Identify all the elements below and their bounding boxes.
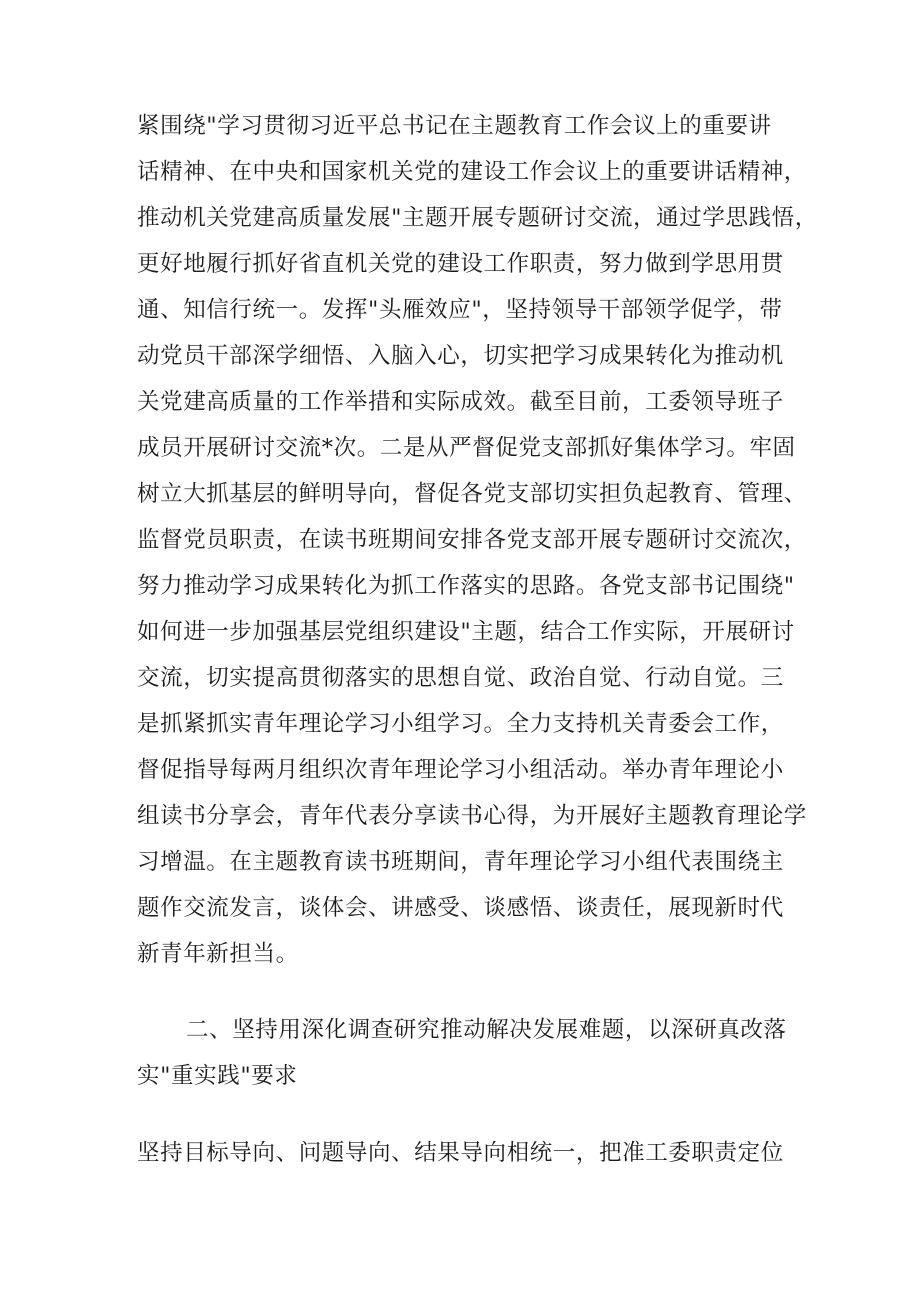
paragraph-line: 更好地履行抓好省直机关党的建设工作职责，努力做到学思用贯 xyxy=(137,251,784,277)
paragraph-line: 通、知信行统一。发挥"头雁效应"，坚持领导干部领学促学，带 xyxy=(137,297,783,323)
paragraph-line: 如何进一步加强基层党组织建设"主题，结合工作实际，开展研讨 xyxy=(137,619,795,645)
paragraph-line: 组读书分享会，青年代表分享读书心得，为开展好主题教育理论学 xyxy=(137,803,807,829)
paragraph-line: 督促指导每两月组织次青年理论学习小组活动。举办青年理论小 xyxy=(137,757,784,783)
heading-line: 实"重实践"要求 xyxy=(137,1063,298,1089)
paragraph-line: 题作交流发言，谈体会、讲感受、谈感悟、谈责任，展现新时代 xyxy=(137,895,784,921)
paragraph-line: 推动机关党建高质量发展"主题开展专题研讨交流，通过学思践悟， xyxy=(137,205,818,231)
paragraph-line: 监督党员职责，在读书班期间安排各党支部开展专题研讨交流次， xyxy=(137,527,807,553)
paragraph-line: 关党建高质量的工作举措和实际成效。截至目前，工委领导班子 xyxy=(137,389,784,415)
paragraph-line: 是抓紧抓实青年理论学习小组学习。全力支持机关青委会工作， xyxy=(137,711,784,737)
paragraph-line: 交流，切实提高贯彻落实的思想自觉、政治自觉、行动自觉。三 xyxy=(137,665,784,691)
paragraph-line: 紧围绕"学习贯彻习近平总书记在主题教育工作会议上的重要讲 xyxy=(137,113,772,139)
paragraph-line: 成员开展研讨交流*次。二是从严督促党支部抓好集体学习。牢固 xyxy=(137,435,796,461)
heading-line: 二、坚持用深化调查研究推动解决发展难题，以深研真改落 xyxy=(186,1017,787,1043)
paragraph-line: 动党员干部深学细悟、入脑入心，切实把学习成果转化为推动机 xyxy=(137,343,784,369)
paragraph-line: 树立大抓基层的鲜明导向，督促各党支部切实担负起教育、管理、 xyxy=(137,481,807,507)
paragraph-line: 新青年新担当。 xyxy=(137,941,299,967)
paragraph-line: 习增温。在主题教育读书班期间，青年理论学习小组代表围绕主 xyxy=(137,849,784,875)
paragraph-line: 坚持目标导向、问题导向、结果导向相统一，把准工委职责定位 xyxy=(137,1140,784,1166)
paragraph-line: 话精神、在中央和国家机关党的建设工作会议上的重要讲话精神， xyxy=(137,159,807,185)
paragraph-line: 努力推动学习成果转化为抓工作落实的思路。各党支部书记围绕" xyxy=(137,573,795,599)
